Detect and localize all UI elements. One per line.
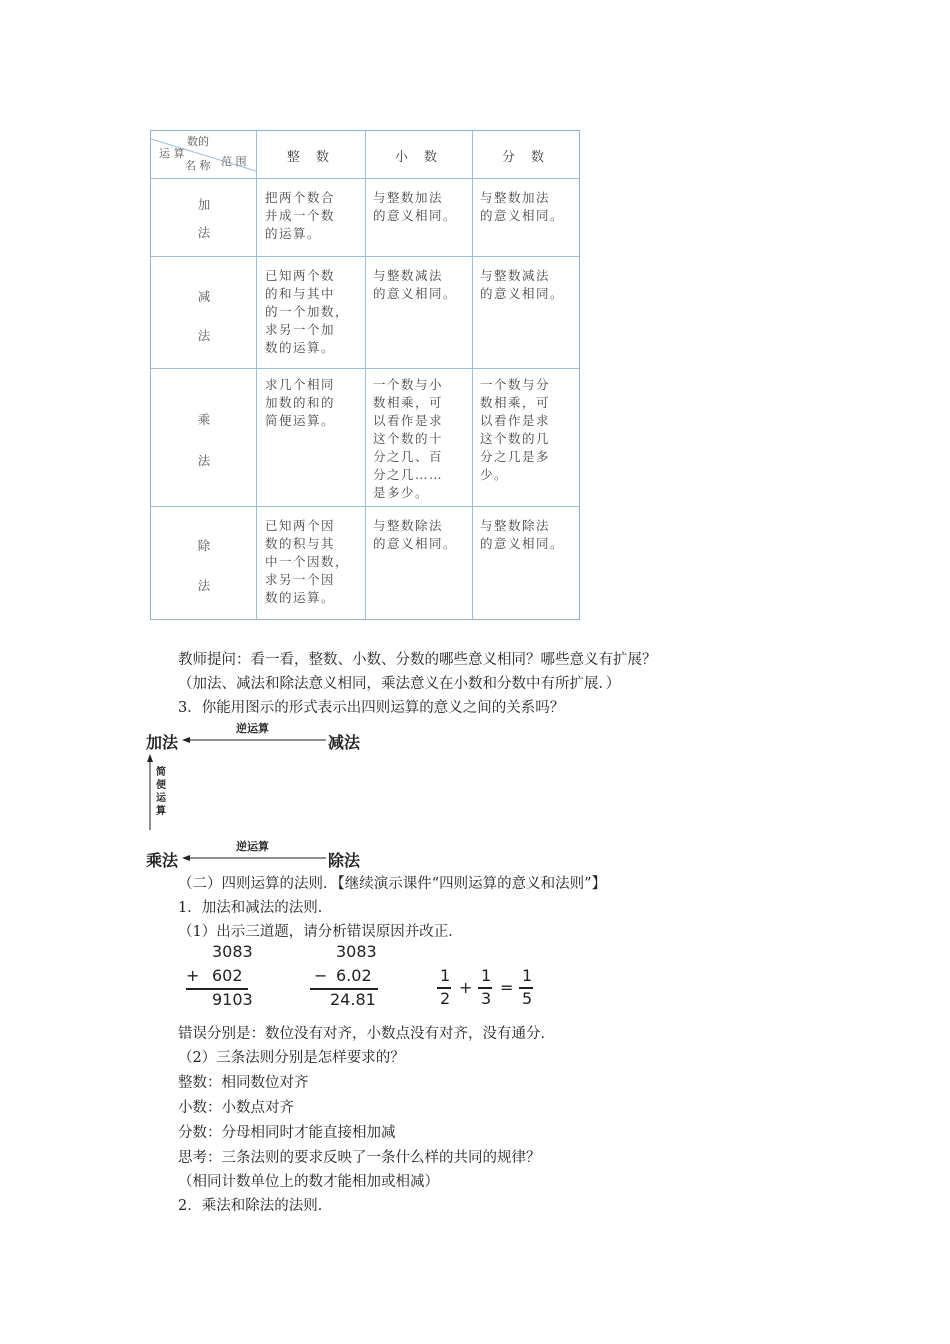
p1-second: 602	[212, 966, 243, 985]
cell-div-decimal: 与整数除法 的意义相同。	[373, 518, 458, 551]
op-add-2: 法	[197, 225, 211, 240]
think-question: 思考：三条法则的要求反映了一条什么样的共同的规律？	[178, 1150, 541, 1166]
teacher-question: 教师提问：看一看，整数、小数、分数的哪些意义相同？哪些意义有扩展？	[178, 652, 657, 668]
header-integer: 整 数	[286, 150, 336, 165]
op-mul-1: 乘	[197, 412, 211, 427]
answer-meaning: （加法、减法和除法意义相同，乘法意义在小数和分数中有所扩展．）	[178, 676, 621, 692]
cell-mul-decimal: 一个数与小 数相乘，可 以看作是求 这个数的十 分之几、百 分之几…… 是多少。	[373, 377, 444, 500]
p2-second: 6.02	[336, 966, 372, 985]
op-mul-2: 法	[197, 453, 211, 468]
diagram-add: 加法	[146, 733, 179, 752]
op-add-1: 加	[197, 197, 211, 212]
header-diag-shu: 数的	[187, 135, 209, 148]
cell-div-fraction: 与整数除法 的意义相同。	[480, 518, 565, 551]
cell-sub-fraction: 与整数减法 的意义相同。	[480, 268, 565, 301]
header-diag-operation: 运 算	[159, 147, 185, 160]
diagram-div: 除法	[328, 851, 361, 870]
cell-sub-decimal: 与整数减法 的意义相同。	[373, 268, 458, 301]
p3-d2: 3	[481, 989, 492, 1008]
diagram-arrows	[140, 730, 380, 870]
error-explanation: 错误分别是：数位没有对齐，小数点没有对齐，没有通分．	[178, 1026, 555, 1042]
diagram-inverse-bottom: 逆运算	[236, 840, 269, 853]
diagram-sub: 减法	[328, 733, 361, 752]
p3-n1: 1	[440, 966, 451, 985]
cell-add-fraction: 与整数加法 的意义相同。	[480, 190, 565, 223]
cell-add-decimal: 与整数加法 的意义相同。	[373, 190, 458, 223]
p1-top: 3083	[212, 942, 253, 961]
col-divider	[365, 131, 366, 619]
section-rules-heading: （二）四则运算的法则．【继续演示课件“四则运算的意义和法则”】	[178, 876, 607, 892]
p3-n3: 1	[522, 966, 533, 985]
p2-result: 24.81	[330, 990, 376, 1009]
rule-1-heading: 1．加法和减法的法则．	[178, 900, 333, 916]
diagram-inverse-top: 逆运算	[236, 722, 269, 735]
op-div-2: 法	[197, 578, 211, 593]
p2-top: 3083	[336, 942, 377, 961]
arrow-left-icon	[182, 855, 190, 861]
header-decimal: 小 数	[394, 150, 444, 165]
arrow-up-icon	[147, 754, 153, 762]
col-divider	[472, 131, 473, 619]
cell-add-integer: 把两个数合 并成一个数 的运算。	[265, 190, 336, 241]
header-fraction: 分 数	[501, 150, 551, 165]
op-sub-2: 法	[197, 328, 211, 343]
p1-op: +	[186, 966, 200, 985]
rule-1-task: （1）出示三道题，请分析错误原因并改正．	[178, 924, 463, 940]
p2-op: −	[314, 966, 328, 985]
header-diag-name: 名 称	[185, 159, 211, 172]
cell-sub-integer: 已知两个数 的和与其中 的一个加数， 求另一个加 数的运算。	[265, 268, 350, 355]
p3-d3: 5	[522, 989, 533, 1008]
cell-mul-integer: 求几个相同 加数的和的 简便运算。	[265, 377, 336, 428]
question-3: 3．你能用图示的形式表示出四则运算的意义之间的关系吗？	[178, 700, 565, 716]
rule-decimal: 小数：小数点对齐	[178, 1100, 294, 1116]
op-sub-1: 减	[197, 289, 211, 304]
diagram-mul: 乘法	[146, 851, 179, 870]
p3-n2: 1	[481, 966, 492, 985]
arrow-left-icon	[182, 737, 190, 743]
op-div-1: 除	[197, 538, 211, 553]
p1-result: 9103	[212, 990, 253, 1009]
think-answer: （相同计数单位上的数才能相加或相减）	[178, 1174, 439, 1190]
rule-integer: 整数：相同数位对齐	[178, 1075, 309, 1091]
operations-table	[150, 130, 580, 620]
rule-2-heading: 2．乘法和除法的法则．	[178, 1198, 333, 1214]
diagram-simple-label: 简 便 运 算	[156, 767, 166, 817]
rule-fraction: 分数：分母相同时才能直接相加减	[178, 1125, 396, 1141]
p3-d1: 2	[440, 989, 451, 1008]
p3-eq: =	[500, 978, 514, 997]
p3-plus: +	[459, 978, 473, 997]
rule-2-question: （2）三条法则分别是怎样要求的？	[178, 1050, 405, 1066]
cell-div-integer: 已知两个因 数的积与其 中一个因数， 求另一个因 数的运算。	[265, 518, 350, 605]
header-diag-range: 范 围	[221, 155, 247, 168]
cell-mul-fraction: 一个数与分 数相乘，可 以看作是求 这个数的几 分之几是多 少。	[480, 377, 551, 482]
